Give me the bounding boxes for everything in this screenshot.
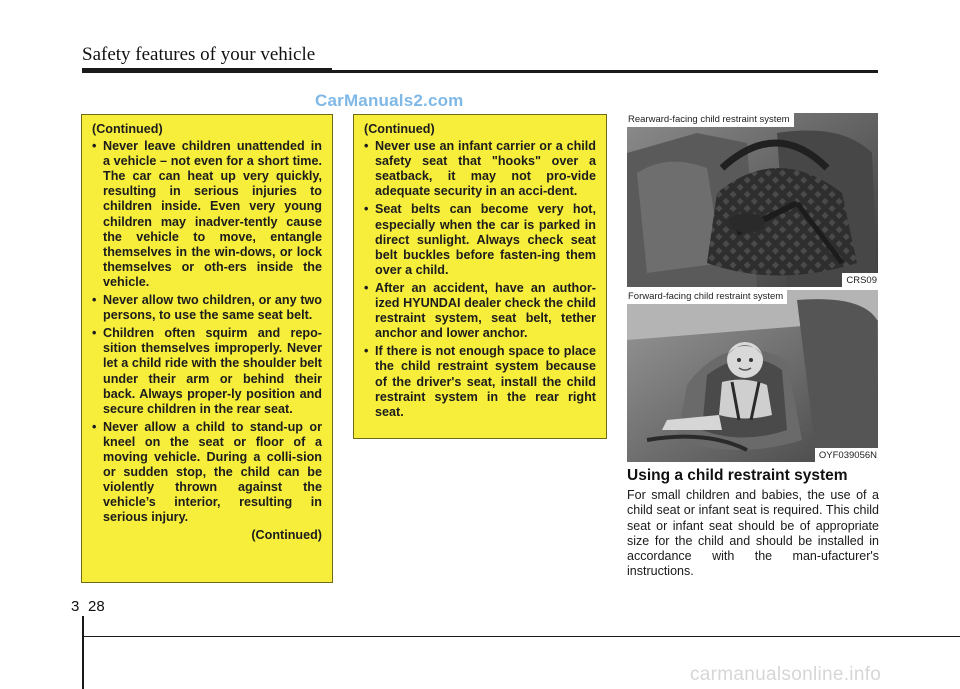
continued-label: (Continued) — [92, 122, 163, 136]
section-heading: Using a child restraint system — [627, 467, 848, 484]
footer-vertical-rule — [82, 616, 84, 689]
rearward-seat-illustration — [627, 113, 878, 287]
image-caption: Forward-facing child restraint system — [627, 290, 787, 304]
continued-label: (Continued) — [251, 528, 322, 543]
warning-item: • Never allow two children, or any two persons, to use the same seat belt. — [92, 293, 322, 323]
warning-item: • If there is not enough space to place the child restraint system because of the driver's seat, install the child restraint system in the rear right seat. — [364, 344, 596, 419]
footer-horizontal-rule — [82, 636, 960, 637]
warning-list — [364, 139, 596, 420]
footer-watermark-link[interactable]: carmanualsonline.info — [690, 664, 882, 685]
warning-item: • After an accident, have an author-ized HYUNDAI dealer check the child restraint system, seat belt, tether anchor and lower anchor. — [364, 281, 596, 341]
warning-list — [92, 139, 322, 525]
warning-item: • Children often squirm and repo-sition themselves improperly. Never let a child ride with the shoulder belt under their arm or behind their back. Always proper-ly position and secure children in the rear seat. — [92, 326, 322, 417]
chapter-number: 3 — [71, 598, 80, 615]
warning-item: • Seat belts can become very hot, especially when the car is parked in direct sunlight. Always check seat belt buckles before fasten-ing them over a child. — [364, 202, 596, 277]
rearward-facing-seat-image — [627, 113, 878, 287]
image-code: OYF039056N — [815, 448, 878, 462]
warning-item: • Never allow a child to stand-up or kneel on the seat or floor of a moving vehicle. During a colli-sion or sudden stop, the child can be violently thrown against the vehicle’s interior, resulting in serious injury. — [92, 420, 322, 526]
forward-seat-illustration — [627, 290, 878, 462]
warning-box-left — [81, 114, 333, 583]
watermark-link[interactable]: CarManuals2.com — [315, 91, 464, 110]
image-code: CRS09 — [842, 273, 878, 287]
section-body-text: For small children and babies, the use of a child seat or infant seat is required. This child seat or infant seat should be of appropriate size for the child and should be installed in accordance with the man-ufacturer's instructions. — [627, 488, 879, 579]
continued-label: (Continued) — [364, 122, 435, 136]
page-number: 28 — [88, 598, 105, 615]
forward-facing-seat-image — [627, 290, 878, 462]
image-caption: Rearward-facing child restraint system — [627, 113, 794, 127]
page-header-title: Safety features of your vehicle — [82, 44, 316, 65]
warning-box-middle — [353, 114, 607, 439]
warning-item: • Never use an infant carrier or a child safety seat that "hooks" over a seatback, it may not pro-vide adequate security in an acci-dent. — [364, 139, 596, 199]
warning-item: • Never leave children unattended in a vehicle – not even for a short time. The car can heat up very quickly, resulting in serious injuries to children inside. Even very young children may inadver-tently cause the vehicle to move, entangle themselves in the win-dows, or lock themselves or oth-ers inside the vehicle. — [92, 139, 322, 290]
header-rule — [82, 70, 878, 73]
